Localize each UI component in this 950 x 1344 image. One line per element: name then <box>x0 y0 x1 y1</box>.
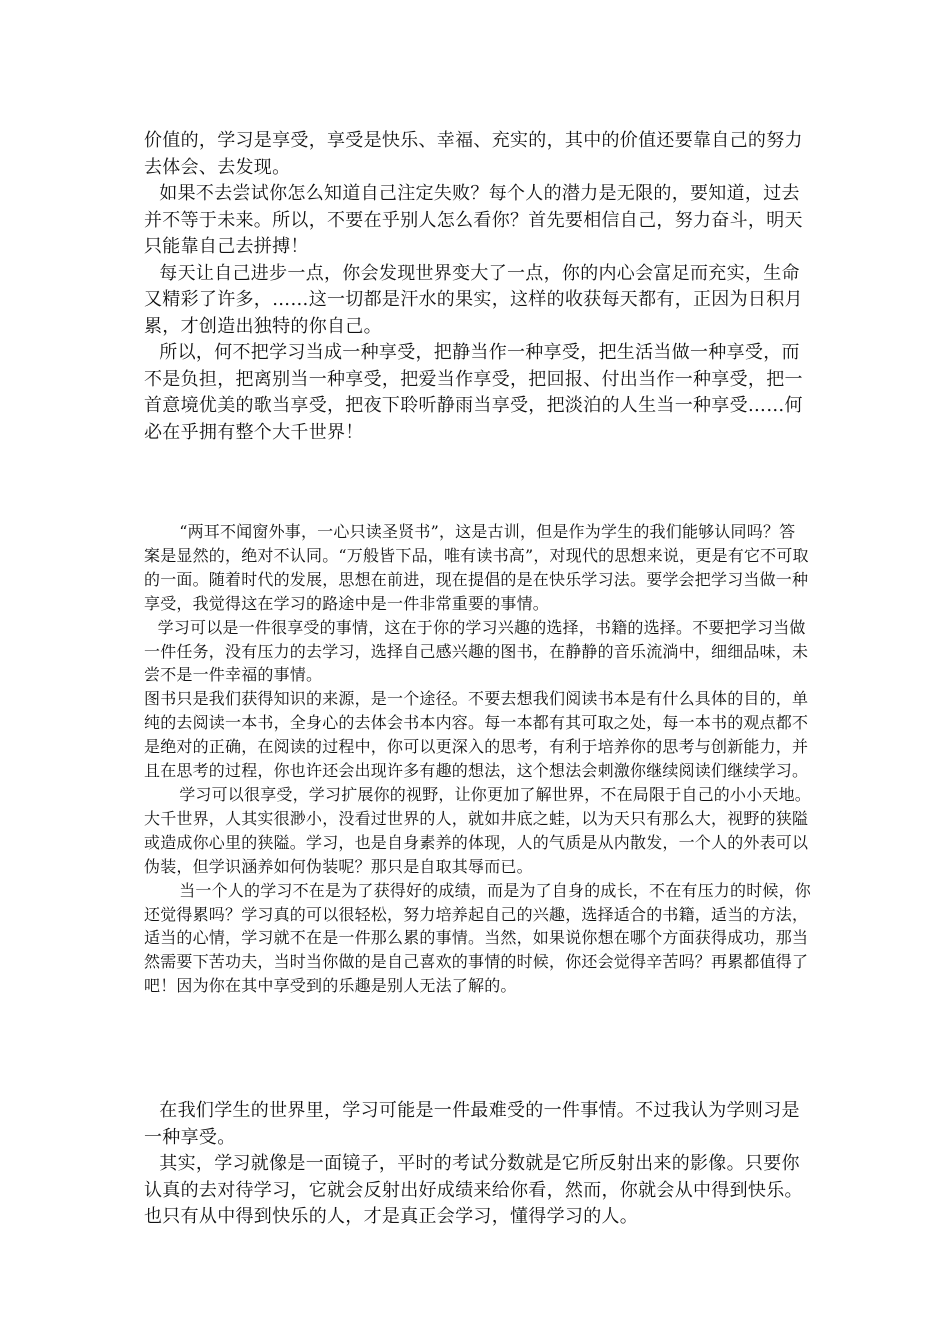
paragraph: 当一个人的学习不在是为了获得好的成绩，而是为了自身的成长，不在有压力的时候，你还觉得累吗？学习真的可以很轻松，努力培养起自己的兴趣，选择适合的书籍，适当的方法，适当的心情，学习就不在是一件那么累的事情。当然，如果说你想在哪个方面获得成功，那当然需要下苦功夫，当时当你做的是自己喜欢的事情的时候，你还会觉得辛苦吗？再累都值得了吧！因为你在其中享受到的乐趣是别人无法了解的。 <box>144 880 811 996</box>
paragraph: 学习可以很享受，学习扩展你的视野，让你更加了解世界，不在局限于自己的小小天地。大千世界，人其实很渺小，没看过世界的人，就如井底之蛙，以为天只有那么大，视野的狭隘或造成你心里的狭隘。学习，也是自身素养的体现，人的气质是从内散发，一个人的外表可以伪装，但学识涵养如何伪装呢？那只是自取其辱而已。 <box>144 784 811 876</box>
paragraph: 每天让自己进步一点，你会发现世界变大了一点，你的内心会富足而充实，生命又精彩了许多，……这一切都是汗水的果实，这样的收获每天都有，正因为日积月累，才创造出独特的你自己。 <box>144 262 803 337</box>
paragraph: 在我们学生的世界里，学习可能是一件最难受的一件事情。不过我认为学则习是一种享受。 <box>144 1100 800 1148</box>
paragraph: “两耳不闻窗外事，一心只读圣贤书”，这是古训，但是作为学生的我们能够认同吗？答案是显然的，绝对不认同。“万般皆下品，唯有读书高”，对现代的思想来说，更是有它不可取的一面。随着时代的发展，思想在前进，现在提倡的是在快乐学习法。要学会把学习当做一种享受，我觉得这在学习的路途中是一件非常重要的事情。 <box>144 522 809 613</box>
paragraph: 所以，何不把学习当成一种享受，把静当作一种享受，把生活当做一种享受，而不是负担，把离别当一种享受，把爱当作享受，把回报、付出当作一种享受，把一首意境优美的歌当享受，把夜下聆听静雨当享受，把淡泊的人生当一种享受……何必在乎拥有整个大千世界！ <box>144 342 803 443</box>
paragraph: 学习可以是一件很享受的事情，这在于你的学习兴趣的选择，书籍的选择。不要把学习当做一件任务，没有压力的去学习，选择自己感兴趣的图书，在静静的音乐流淌中，细细品味，未尝不是一件幸福的事情。 <box>144 617 809 685</box>
essay-section-1 <box>144 128 811 446</box>
essay-section-3 <box>144 1098 811 1231</box>
paragraph: 图书只是我们获得知识的来源，是一个途径。不要去想我们阅读书本是有什么具体的目的，单纯的去阅读一本书，全身心的去体会书本内容。每一本都有其可取之处，每一本书的观点都不是绝对的正确，在阅读的过程中，你可以更深入的思考，有利于培养你的思考与创新能力，并且在思考的过程，你也许还会出现许多有趣的想法，这个想法会刺激你继续阅读们继续学习。 <box>144 689 809 781</box>
paragraph: 如果不去尝试你怎么知道自己注定失败？每个人的潜力是无限的，要知道，过去并不等于未来。所以，不要在乎别人怎么看你？首先要相信自己，努力奋斗，明天只能靠自己去拼搏！ <box>144 183 803 257</box>
paragraph: 其实，学习就像是一面镜子，平时的考试分数就是它所反射出来的影像。只要你认真的去对待学习，它就会反射出好成绩来给你看，然而，你就会从中得到快乐。也只有从中得到快乐的人，才是真正会学习，懂得学习的人。 <box>144 1153 803 1227</box>
paragraph: 价值的，学习是享受，享受是快乐、幸福、充实的，其中的价值还要靠自己的努力去体会、去发现。 <box>144 130 803 178</box>
essay-section-2 <box>144 520 811 998</box>
